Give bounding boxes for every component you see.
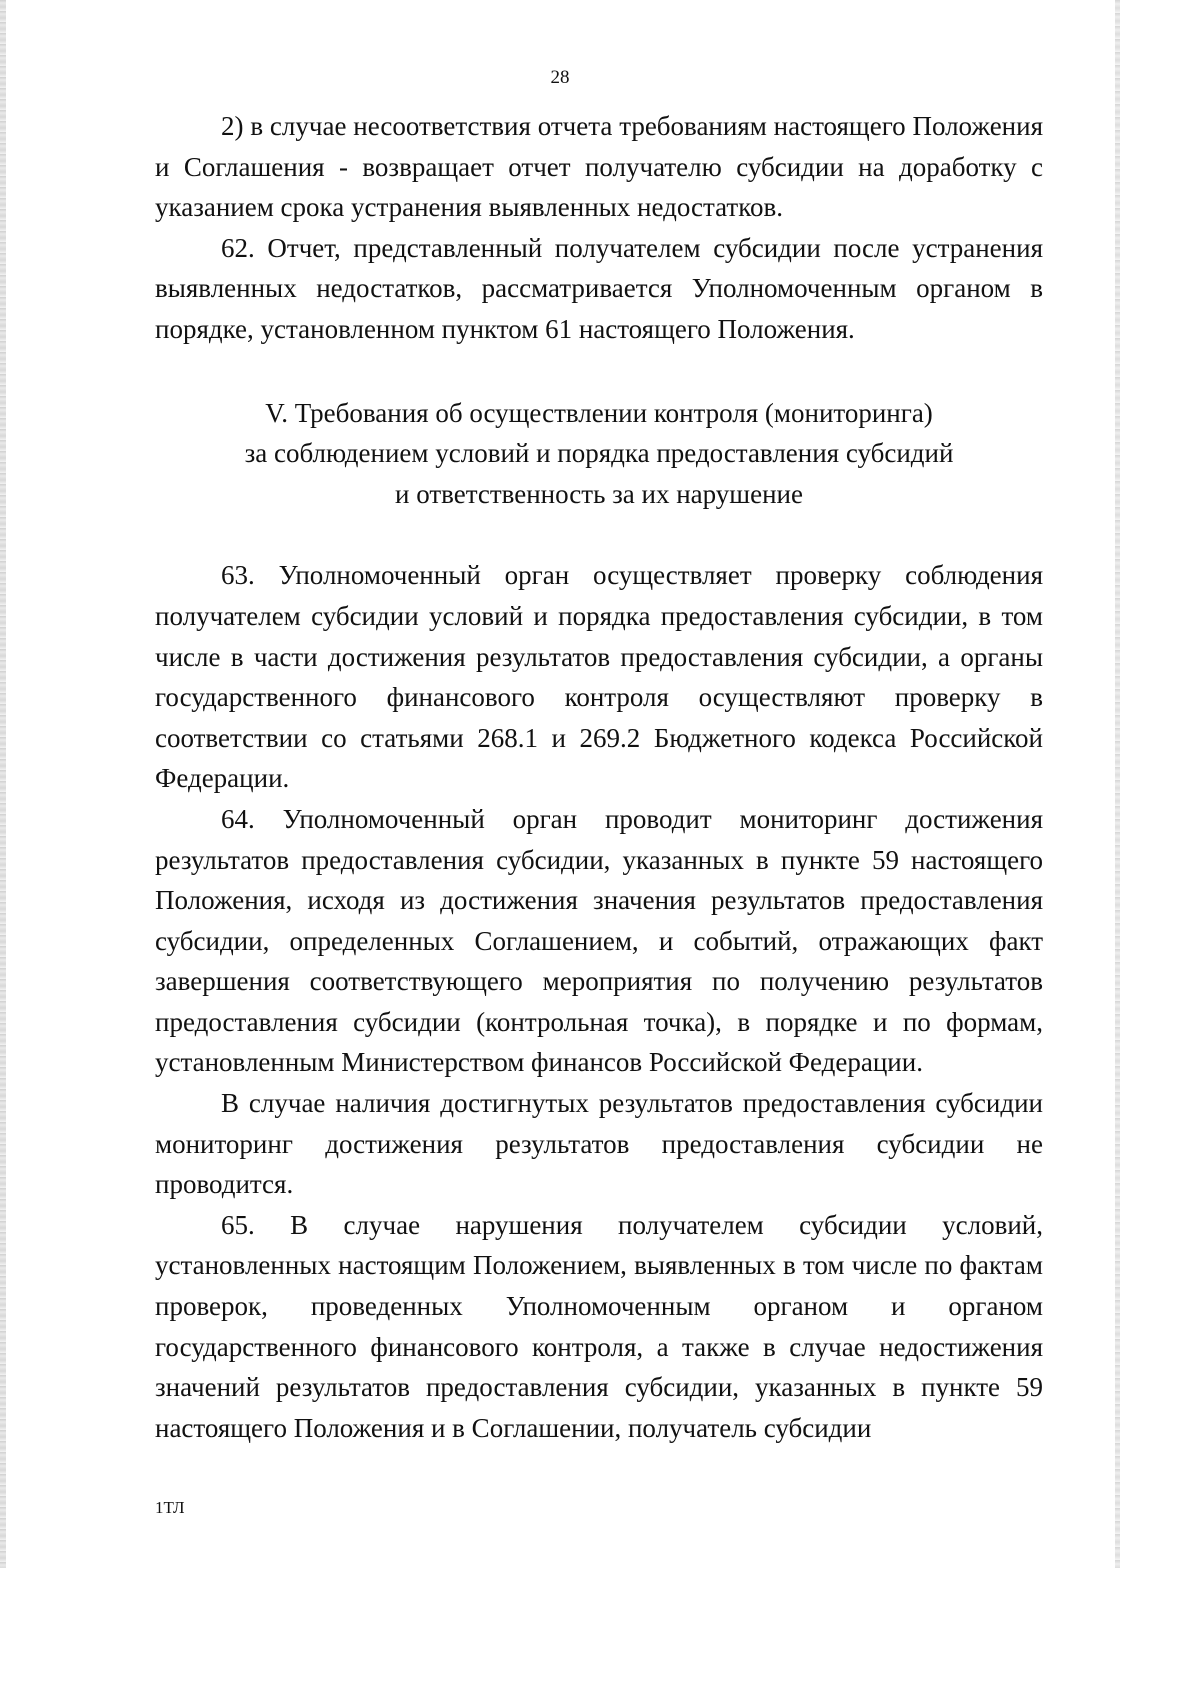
section-heading-line-3: и ответственность за их нарушение [395,478,803,509]
document-body [155,106,1043,1448]
section-heading [155,393,1043,515]
paragraph-item-2: 2) в случае несоответствия отчета требованиям настоящего Положения и Соглашения - возвращает отчет получателю субсидии на доработку с указанием срока устранения выявленных недостатков. [155,111,1043,223]
paragraph-64-continued: В случае наличия достигнутых результатов предоставления субсидии мониторинг достижения результатов предоставления субсидии не проводится. [155,1088,1043,1200]
paragraph-64: 64. Уполномоченный орган проводит мониторинг достижения результатов предоставления субсидии, указанных в пункте 59 настоящего Положения, исходя из достижения значения результатов предоставления субсидии, определенных Соглашением, и событий, отражающих факт завершения соответствующего мероприятия по получению результатов предоставления субсидии (контрольная точка), в порядке и по формам, установленным Министерством финансов Российской Федерации. [155,803,1043,1078]
paragraph-63: 63. Уполномоченный орган осуществляет проверку соблюдения получателем субсидии условий и порядка предоставления субсидии, в том числе в части достижения результатов предоставления субсидии, а органы государственного финансового контроля осуществляют проверку в соответствии со статьями 268.1 и 269.2 Бюджетного кодекса Российской Федерации. [155,560,1043,794]
paragraph-62: 62. Отчет, представленный получателем субсидии после устранения выявленных недостатков, рассматривается Уполномоченным органом в порядке, установленном пунктом 61 настоящего Положения. [155,232,1043,344]
section-heading-line-1: V. Требования об осуществлении контроля (мониторинга) [265,397,933,428]
section-heading-line-2: за соблюдением условий и порядка предоставления субсидий [244,438,954,469]
footer-mark: 1ТЛ [155,1498,185,1517]
paragraph-65: 65. В случае нарушения получателем субсидии условий, установленных настоящим Положением, выявленных в том числе по фактам проверок, проведенных Уполномоченным органом и органом государственного финансового контроля, а также в случае недостижения значений результатов предоставления субсидии, указанных в пункте 59 настоящего Положения и в Соглашении, получатель субсидии [155,1209,1043,1443]
page-number: 28 [550,67,570,88]
scan-edge-left [0,0,6,1568]
scan-edge-right [1115,0,1120,1568]
